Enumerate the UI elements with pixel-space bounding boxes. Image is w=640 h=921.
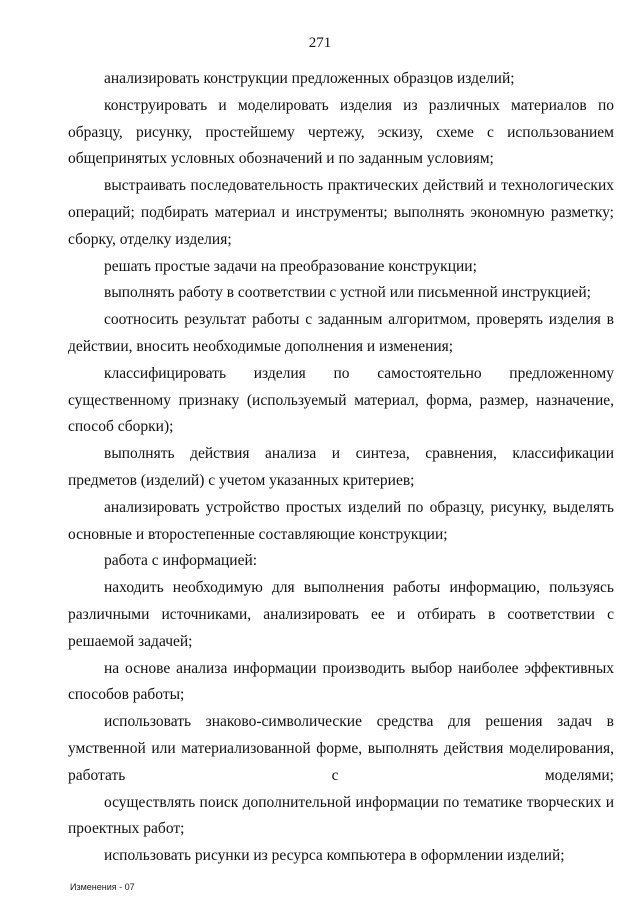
paragraph-15: использовать рисунки из ресурса компьютера в оформлении изделий; xyxy=(104,847,565,865)
paragraph-13: использовать знаково-символические средства для решения задач в умственной или материализованной форме, выполнять действия моделирования, работать с моделями; xyxy=(68,713,614,784)
paragraph-5: выполнять работу в соответствии с устной или письменной инструкцией; xyxy=(104,284,591,302)
paragraph-14: осуществлять поиск дополнительной информации по тематике творческих и проектных работ; xyxy=(68,793,614,838)
page-number: 271 xyxy=(308,35,332,51)
paragraph-11: находить необходимую для выполнения работы информацию, пользуясь различными источниками, анализировать ее и отбирать в соответствии с решаемой задачей; xyxy=(68,579,614,650)
paragraph-6: соотносить результат работы с заданным алгоритмом, проверять изделия в действии, вносить необходимые дополнения и изменения; xyxy=(68,311,614,355)
paragraph-4: решать простые задачи на преобразование конструкции; xyxy=(104,257,477,275)
paragraph-2: конструировать и моделировать изделия из различных материалов по образцу, рисунку, простейшему чертежу, эскизу, схеме с использованием общепринятых условных обозначений и по заданным условиям; xyxy=(68,96,614,168)
paragraph-12: на основе анализа информации производить выбор наиболее эффективных способов работы; xyxy=(68,659,614,704)
paragraph-7: классифицировать изделия по самостоятельно предложенному существенному признаку (используемый материал, форма, размер, назначение, способ сборки); xyxy=(68,364,614,436)
paragraph-3: выстраивать последовательность практических действий и технологических операций; подбирать материал и инструменты; выполнять экономную разметку; сборку, отделку изделия; xyxy=(68,177,614,248)
paragraph-1: анализировать конструкции предложенных образцов изделий; xyxy=(104,70,515,87)
paragraph-8: выполнять действия анализа и синтеза, сравнения, классификации предметов (изделий) с учетом указанных критериев; xyxy=(68,445,614,489)
paragraph-10: работа с информацией: xyxy=(104,552,258,570)
body-text xyxy=(68,66,614,870)
footer-note: Изменения - 07 xyxy=(70,882,135,892)
paragraph-9: анализировать устройство простых изделий по образцу, рисунку, выделять основные и второстепенные составляющие конструкции; xyxy=(68,498,614,543)
